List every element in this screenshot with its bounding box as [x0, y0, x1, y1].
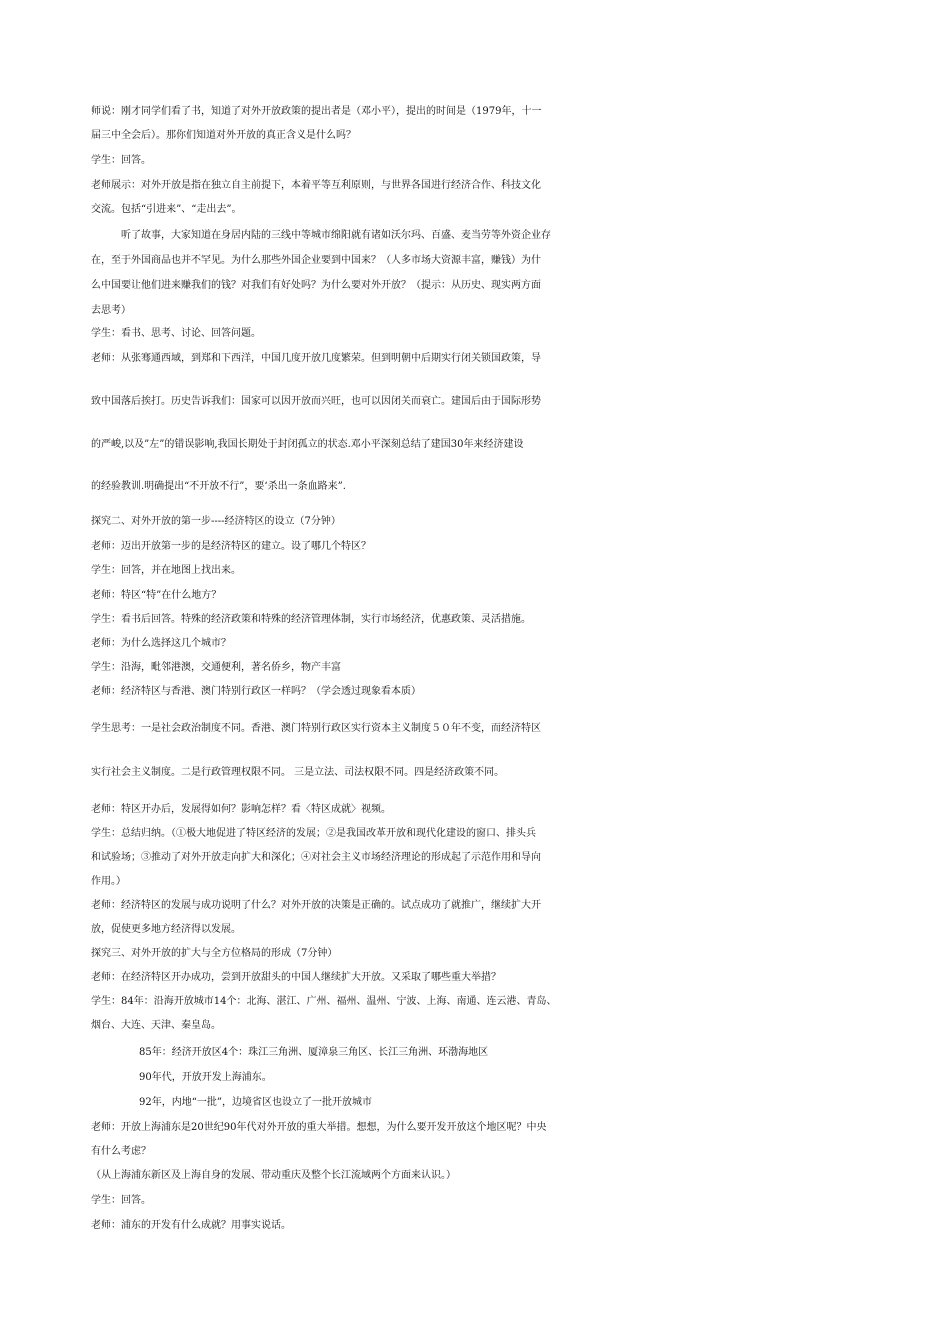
text-line: 老师：在经济特区开办成功，尝到开放甜头的中国人继续扩大开放。又采取了哪些重大举措？ — [91, 972, 501, 983]
section-heading: 探究二、对外开放的第一步----经济特区的设立（7分钟） — [91, 516, 341, 527]
text-line: 有什么考虑？ — [91, 1146, 151, 1157]
text-line: 学生：沿海，毗邻港澳，交通便利，著名侨乡，物产丰富 — [91, 662, 341, 673]
text-line: 老师：经济特区与香港、澳门特别行政区一样吗？（学会透过现象看本质） — [91, 686, 421, 697]
text-line: 和试验场；③推动了对外开放走向扩大和深化；④对社会主义市场经济理论的形成起了示范作用和导向 — [91, 852, 541, 863]
text-line: 老师：开放上海浦东是20世纪90年代对外开放的重大举措。想想，为什么要开发开放这个地区呢？中央 — [91, 1122, 547, 1133]
text-line: （从上海浦东新区及上海自身的发展、带动重庆及整个长江流域两个方面来认识。） — [91, 1170, 456, 1181]
text-line: 老师：从张骞通西域，到郑和下西洋，中国几度开放几度繁荣。但到明朝中后期实行闭关锁国政策，导 — [91, 353, 541, 364]
text-line: 老师：浦东的开发有什么成就？用事实说话。 — [91, 1220, 291, 1231]
text-line: 交流。包括“引进来”、“走出去”。 — [91, 204, 242, 215]
text-line: 90年代，开放开发上海浦东。 — [139, 1072, 272, 1083]
text-line: 老师：经济特区的发展与成功说明了什么？对外开放的决策是正确的。试点成功了就推广，继续扩大开 — [91, 900, 541, 911]
text-line: 学生：回答。 — [91, 1195, 151, 1206]
text-line: 么中国要让他们进来赚我们的钱？对我们有好处吗？为什么要对外开放？（提示：从历史、现实两方面 — [91, 280, 541, 291]
text-line: 老师：特区开办后，发展得如何？影响怎样？看〈特区成就〉视频。 — [91, 804, 391, 815]
text-line: 作用。） — [91, 876, 126, 887]
text-line: 听了故事，大家知道在身居内陆的三线中等城市绵阳就有诸如沃尔玛、百盛、麦当劳等外资企业存 — [121, 230, 551, 241]
text-line: 老师：特区“特”在什么地方？ — [91, 590, 222, 601]
text-line: 的严峻,以及”左”的错误影响,我国长期处于封闭孤立的状态.邓小平深刻总结了建国30年来经济建设 — [91, 439, 524, 450]
text-line: 学生：总结归纳。（①极大地促进了特区经济的发展；②是我国改革开放和现代化建设的窗口、排头兵 — [91, 828, 536, 839]
text-line: 实行社会主义制度。二是行政管理权限不同。 三是立法、司法权限不同。四是经济政策不同。 — [91, 767, 505, 778]
text-line: 85年：经济开放区4个：珠江三角洲、厦漳泉三角区、长江三角洲、环渤海地区 — [139, 1047, 489, 1058]
text-line: 在，至于外国商品也并不罕见。为什么那些外国企业要到中国来？（人多市场大资源丰富，赚钱）为什 — [91, 255, 541, 266]
text-line: 92年，内地“一批”，边境省区也设立了一批开放城市 — [139, 1097, 372, 1108]
text-line: 学生：84年：沿海开放城市14个：北海、湛江、广州、福州、温州、宁波、上海、南通、连云港、青岛、 — [91, 996, 557, 1007]
text-line: 放，促使更多地方经济得以发展。 — [91, 924, 241, 935]
text-line: 学生：看书、思考、讨论、回答问题。 — [91, 328, 261, 339]
text-line: 师说：刚才同学们看了书，知道了对外开放政策的提出者是（邓小平），提出的时间是（1979年，十一 — [91, 106, 542, 117]
section-heading: 探究三、对外开放的扩大与全方位格局的形成（7分钟） — [91, 948, 338, 959]
text-line: 学生：回答，并在地图上找出来。 — [91, 565, 241, 576]
text-line: 老师：迈出开放第一步的是经济特区的建立。设了哪几个特区？ — [91, 541, 371, 552]
text-line: 致中国落后挨打。历史告诉我们：国家可以因开放而兴旺，也可以因闭关而衰亡。建国后由于国际形势 — [91, 396, 541, 407]
text-line: 老师展示：对外开放是指在独立自主前提下，本着平等互利原则，与世界各国进行经济合作、科技文化 — [91, 180, 541, 191]
text-line: 学生：回答。 — [91, 155, 151, 166]
text-line: 的经验教训.明确提出“不开放不行”，要‘杀出一条血路来”. — [91, 481, 346, 492]
text-line: 届三中全会后）。那你们知道对外开放的真正含义是什么吗？ — [91, 130, 356, 141]
text-line: 去思考） — [91, 305, 131, 316]
text-line: 老师：为什么选择这几个城市？ — [91, 638, 231, 649]
text-line: 学生思考：一是社会政治制度不同。香港、澳门特别行政区实行资本主义制度５０年不变，而经济特区 — [91, 723, 541, 734]
text-line: 学生：看书后回答。特殊的经济政策和特殊的经济管理体制，实行市场经济，优惠政策、灵活措施。 — [91, 614, 531, 625]
text-line: 烟台、大连、天津、秦皇岛。 — [91, 1020, 221, 1031]
